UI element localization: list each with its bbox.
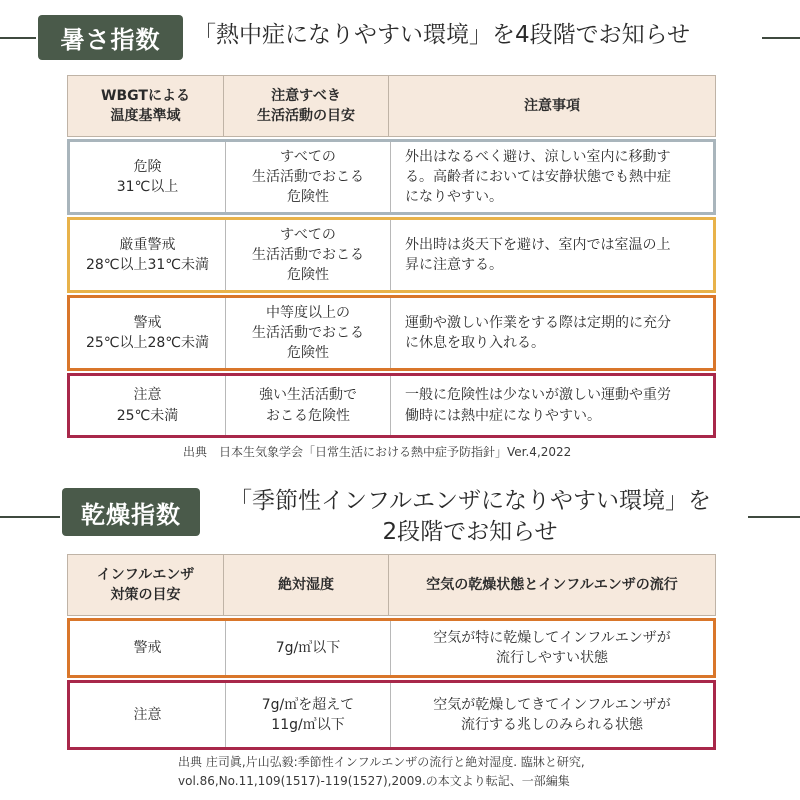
dry-row-note: 空気が特に乾燥してインフルエンザが 流行しやすい状態: [433, 629, 671, 666]
dryness-index-table: [67, 554, 720, 750]
heat-row-level: 厳重警戒 28℃以上31℃未満: [70, 220, 226, 290]
heat-row-level: 警戒 25℃以上28℃未満: [70, 298, 226, 368]
heat-left-rule: [0, 37, 36, 39]
dry-left-rule: [0, 516, 60, 518]
heat-index-badge: 暑さ指数: [38, 15, 183, 60]
heat-row-danger: [67, 139, 716, 215]
heat-headline: 「熱中症になりやすい環境」を4段階でお知らせ: [193, 22, 690, 48]
heat-table-header: [67, 75, 716, 137]
dry-headline-line2: 2段階でお知らせ: [382, 519, 558, 546]
dry-row-level: 注意: [70, 683, 226, 747]
dry-headline: [200, 486, 740, 548]
heat-row-warning: [67, 295, 716, 371]
heat-row-note: 外出はなるべく避け、涼しい室内に移動す る。高齢者においては安静状態でも熱中症 になりやすい。: [405, 148, 671, 206]
dry-source-line2: vol.86,No.11,109(1517)-119(1527),2009.の本文より転記、一部編集: [178, 774, 570, 789]
dry-header-level: インフルエンザ 対策の目安: [68, 555, 224, 615]
dry-row-caution: [67, 680, 716, 750]
heat-row-activity: すべての 生活活動でおこる 危険性: [226, 220, 391, 290]
dryness-index-section: [0, 470, 800, 800]
heat-header-note: 注意事項: [524, 97, 580, 114]
heat-right-rule: [762, 37, 800, 39]
heat-index-table: [67, 75, 720, 440]
dry-right-rule: [748, 516, 800, 518]
dry-row-humidity: 7g/㎥以下: [226, 621, 391, 675]
heat-row-severe-warning: [67, 217, 716, 293]
heat-row-caution: [67, 373, 716, 438]
dry-table-header: [67, 554, 716, 616]
dry-row-warning: [67, 618, 716, 678]
heat-row-level: 注意 25℃未満: [70, 376, 226, 435]
heat-header-level: WBGTによる 温度基準域: [68, 76, 224, 136]
dry-headline-line1: 「季節性インフルエンザになりやすい環境」を: [228, 488, 712, 514]
dry-source-citation: [178, 753, 585, 791]
heat-row-activity: すべての 生活活動でおこる 危険性: [226, 142, 391, 212]
dry-row-note: 空気が乾燥してきてインフルエンザが 流行する兆しのみられる状態: [433, 696, 671, 733]
heat-row-activity: 中等度以上の 生活活動でおこる 危険性: [226, 298, 391, 368]
heat-row-activity: 強い生活活動で おこる危険性: [226, 376, 391, 435]
dry-row-level: 警戒: [70, 621, 226, 675]
dryness-index-badge: 乾燥指数: [62, 488, 200, 536]
dry-header-note: 空気の乾燥状態とインフルエンザの流行: [426, 576, 678, 593]
heat-source-citation: 出典 日本生気象学会「日常生活における熱中症予防指針」Ver.4,2022: [183, 445, 572, 459]
heat-row-note: 運動や激しい作業をする際は定期的に充分 に休息を取り入れる。: [405, 314, 671, 351]
heat-row-note: 外出時は炎天下を避け、室内では室温の上 昇に注意する。: [405, 236, 671, 273]
dry-header-humidity: 絶対湿度: [224, 555, 389, 615]
heat-row-level: 危険 31℃以上: [70, 142, 226, 212]
heat-row-note: 一般に危険性は少ないが激しい運動や重労 働時には熱中症になりやすい。: [405, 387, 671, 424]
heat-header-activity: 注意すべき 生活活動の目安: [224, 76, 389, 136]
dry-row-humidity: 7g/㎥を超えて 11g/㎥以下: [226, 683, 391, 747]
dry-source-line1: 出典 庄司眞,片山弘毅:季節性インフルエンザの流行と絶対湿度. 臨牀と研究,: [178, 755, 585, 769]
